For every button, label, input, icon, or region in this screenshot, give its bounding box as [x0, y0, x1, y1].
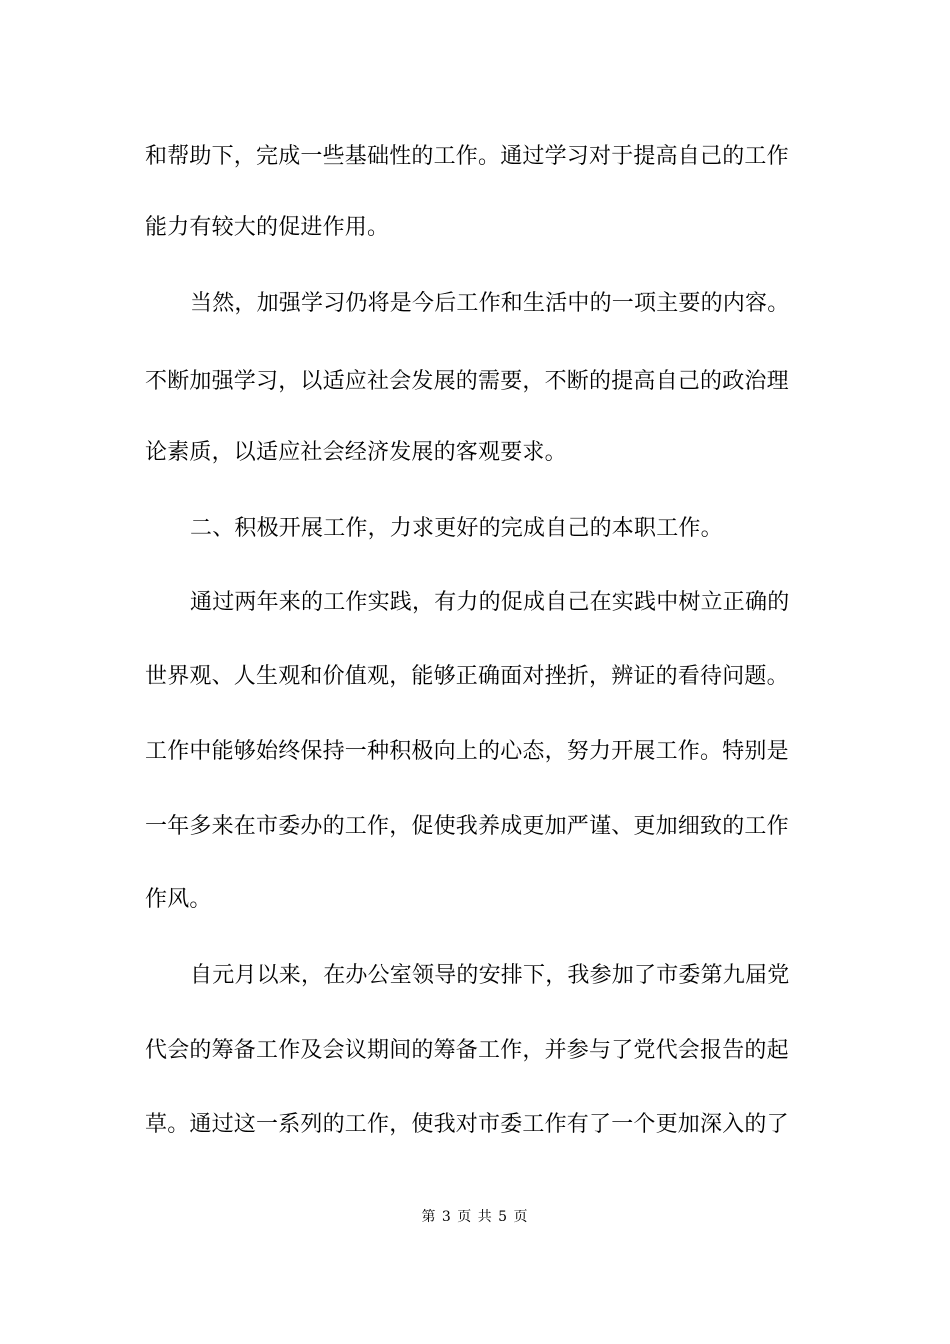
text-line-9: 工作中能够始终保持一种积极向上的心态，努力开展工作。特别是	[145, 739, 789, 764]
text-line-3: 当然，加强学习仍将是今后工作和生活中的一项主要的内容。	[190, 291, 790, 316]
text-line-2: 能力有较大的促进作用。	[145, 215, 390, 240]
text-line-5: 论素质，以适应社会经济发展的客观要求。	[145, 440, 567, 465]
text-line-1: 和帮助下，完成一些基础性的工作。通过学习对于提高自己的工作	[145, 144, 789, 169]
text-line-8: 世界观、人生观和价值观，能够正确面对挫折，辨证的看待问题。	[145, 664, 789, 689]
page-number-footer: 第 3 页 共 5 页	[421, 1209, 529, 1225]
text-line-4: 不断加强学习，以适应社会发展的需要，不断的提高自己的政治理	[145, 369, 789, 394]
text-line-10: 一年多来在市委办的工作，促使我养成更加严谨、更加细致的工作	[145, 814, 789, 839]
text-line-14: 草。通过这一系列的工作，使我对市委工作有了一个更加深入的了	[145, 1112, 789, 1137]
text-line-12: 自元月以来，在办公室领导的安排下，我参加了市委第九届党	[190, 963, 790, 988]
text-line-7: 通过两年来的工作实践，有力的促成自己在实践中树立正确的	[190, 590, 790, 615]
text-line-13: 代会的筹备工作及会议期间的筹备工作，并参与了党代会报告的起	[145, 1038, 789, 1063]
section-heading: 二、积极开展工作，力求更好的完成自己的本职工作。	[190, 516, 723, 541]
text-line-11: 作风。	[145, 887, 212, 912]
